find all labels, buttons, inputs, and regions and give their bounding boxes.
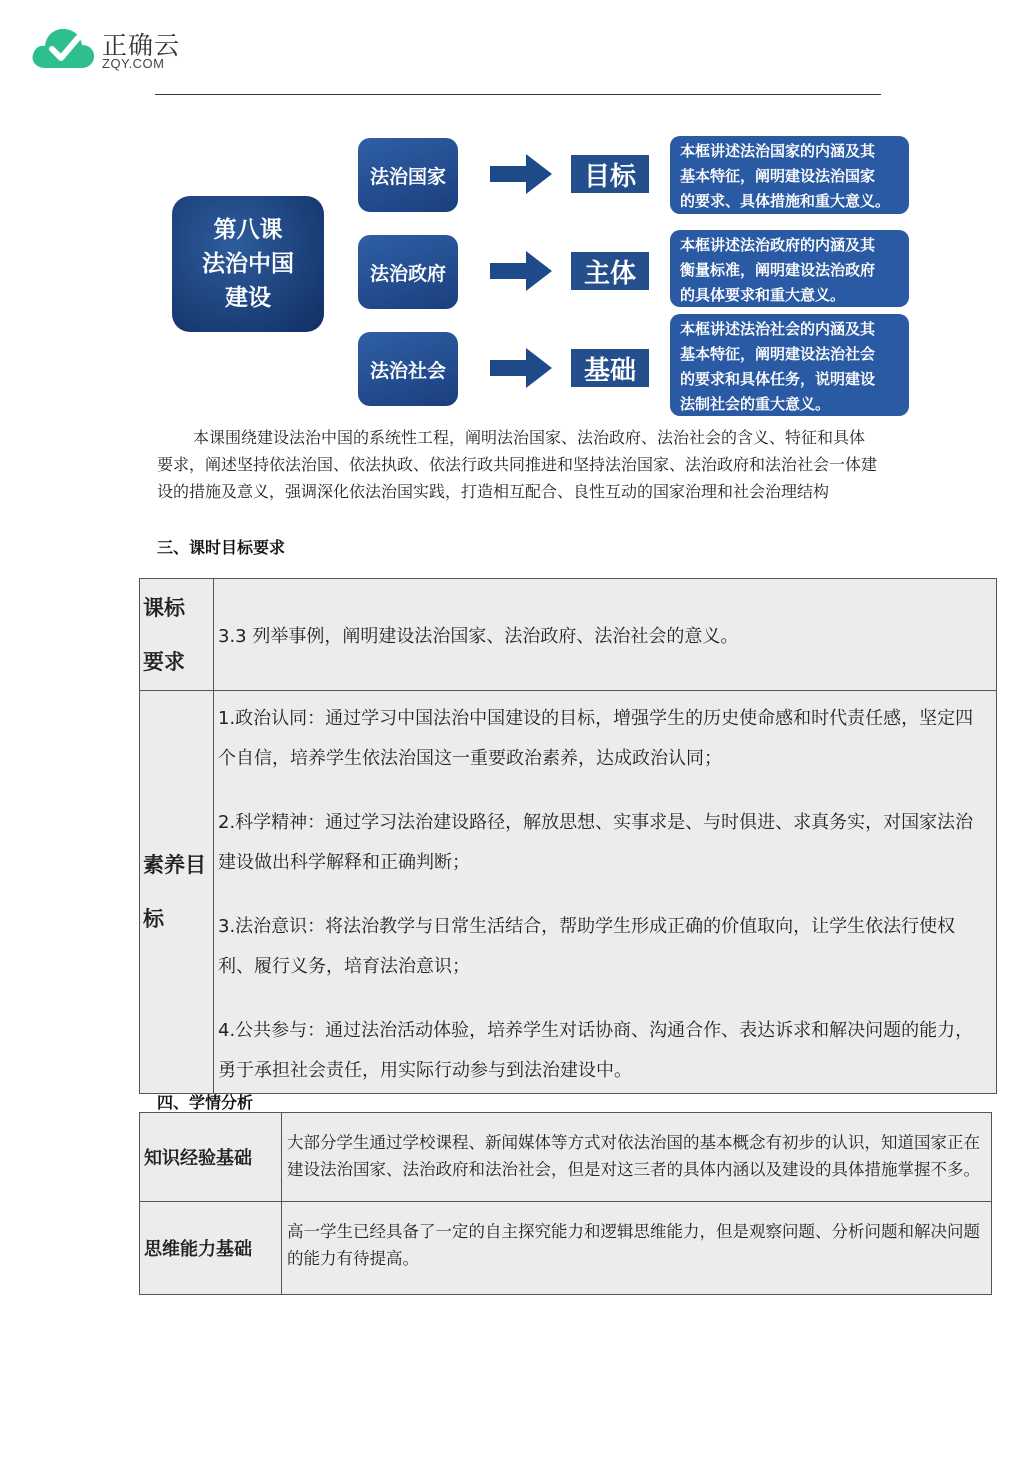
- table-row-header: 课标 要求: [140, 579, 214, 691]
- list-item: 1.政治认同：通过学习中国法治中国建设的目标，增强学生的历史使命感和时代责任感，坚定四个自信，培养学生依法治国这一重要政治素养，达成政治认同；: [218, 708, 974, 769]
- table-row: [140, 579, 997, 691]
- standard-text: 3.3 列举事例，阐明建设法治国家、法治政府、法治社会的意义。: [214, 579, 997, 691]
- objectives-table: [139, 578, 997, 1094]
- lesson-title-box: 第八课 法治中国 建设: [172, 196, 324, 332]
- topic-description: 本框讲述法治国家的内涵及其 基本特征，阐明建设法治国家 的要求、具体措施和重大意义。: [670, 136, 909, 214]
- brand-name: 正确云: [102, 31, 181, 60]
- topic-description: 本框讲述法治社会的内涵及其 基本特征，阐明建设法治社会 的要求和具体任务，说明建设 法制社会的重大意义。: [670, 314, 909, 416]
- table-row-header: 思维能力基础: [140, 1202, 282, 1295]
- table-row: [140, 1202, 992, 1295]
- table-row-header: 知识经验基础: [140, 1113, 282, 1202]
- header-divider: [155, 94, 881, 95]
- list-item: 4.公共参与：通过法治活动体验，培养学生对话协商、沟通合作、表达诉求和解决问题的能力，勇于承担社会责任，用实际行动参与到法治建设中。: [218, 1020, 974, 1081]
- table-row-header: 素养目 标: [140, 691, 214, 1094]
- table-cell: 高一学生已经具备了一定的自主探究能力和逻辑思维能力，但是观察问题、分析问题和解决问题的能力有待提高。: [282, 1202, 992, 1295]
- cloud-check-icon: [30, 22, 96, 72]
- section-title: 四、学情分析: [157, 1093, 254, 1112]
- role-label: 主体: [571, 252, 649, 290]
- student-analysis-table: [139, 1112, 992, 1295]
- table-row: [140, 691, 997, 1094]
- list-item: 2.科学精神：通过学习法治建设路径，解放思想、实事求是、与时俱进、求真务实，对国家法治建设做出科学解释和正确判断；: [218, 812, 974, 873]
- literacy-list: [214, 691, 997, 1094]
- role-label: 目标: [571, 155, 649, 193]
- right-arrow-icon: [490, 348, 552, 388]
- brand-logo[interactable]: [30, 22, 190, 74]
- table-row: [140, 1113, 992, 1202]
- list-item: 3.法治意识：将法治教学与日常生活结合，帮助学生形成正确的价值取向，让学生依法行使权利、履行义务，培育法治意识；: [218, 916, 956, 977]
- intro-paragraph: [157, 424, 877, 505]
- table-cell: 大部分学生通过学校课程、新闻媒体等方式对依法治国的基本概念有初步的认识，知道国家正在建设法治国家、法治政府和法治社会，但是对这三者的具体内涵以及建设的具体措施掌握不多。: [282, 1113, 992, 1202]
- topic-box: 法治社会: [358, 332, 458, 406]
- lesson-structure-diagram: [150, 130, 920, 420]
- right-arrow-icon: [490, 251, 552, 291]
- section-title: 三、课时目标要求: [157, 538, 286, 557]
- topic-box: 法治国家: [358, 138, 458, 212]
- role-label: 基础: [571, 349, 649, 387]
- topic-box: 法治政府: [358, 235, 458, 309]
- topic-description: 本框讲述法治政府的内涵及其 衡量标准，阐明建设法治政府 的具体要求和重大意义。: [670, 230, 909, 307]
- brand-domain: ZQY.COM: [102, 56, 165, 71]
- right-arrow-icon: [490, 154, 552, 194]
- intro-text: 本课围绕建设法治中国的系统性工程，阐明法治国家、法治政府、法治社会的含义、特征和具体要求，阐述坚持依法治国、依法执政、依法行政共同推进和坚持法治国家、法治政府和法治社会一体建设的措施及意义，强调深化依法治国实践，打造相互配合、良性互动的国家治理和社会治理结构: [157, 428, 878, 501]
